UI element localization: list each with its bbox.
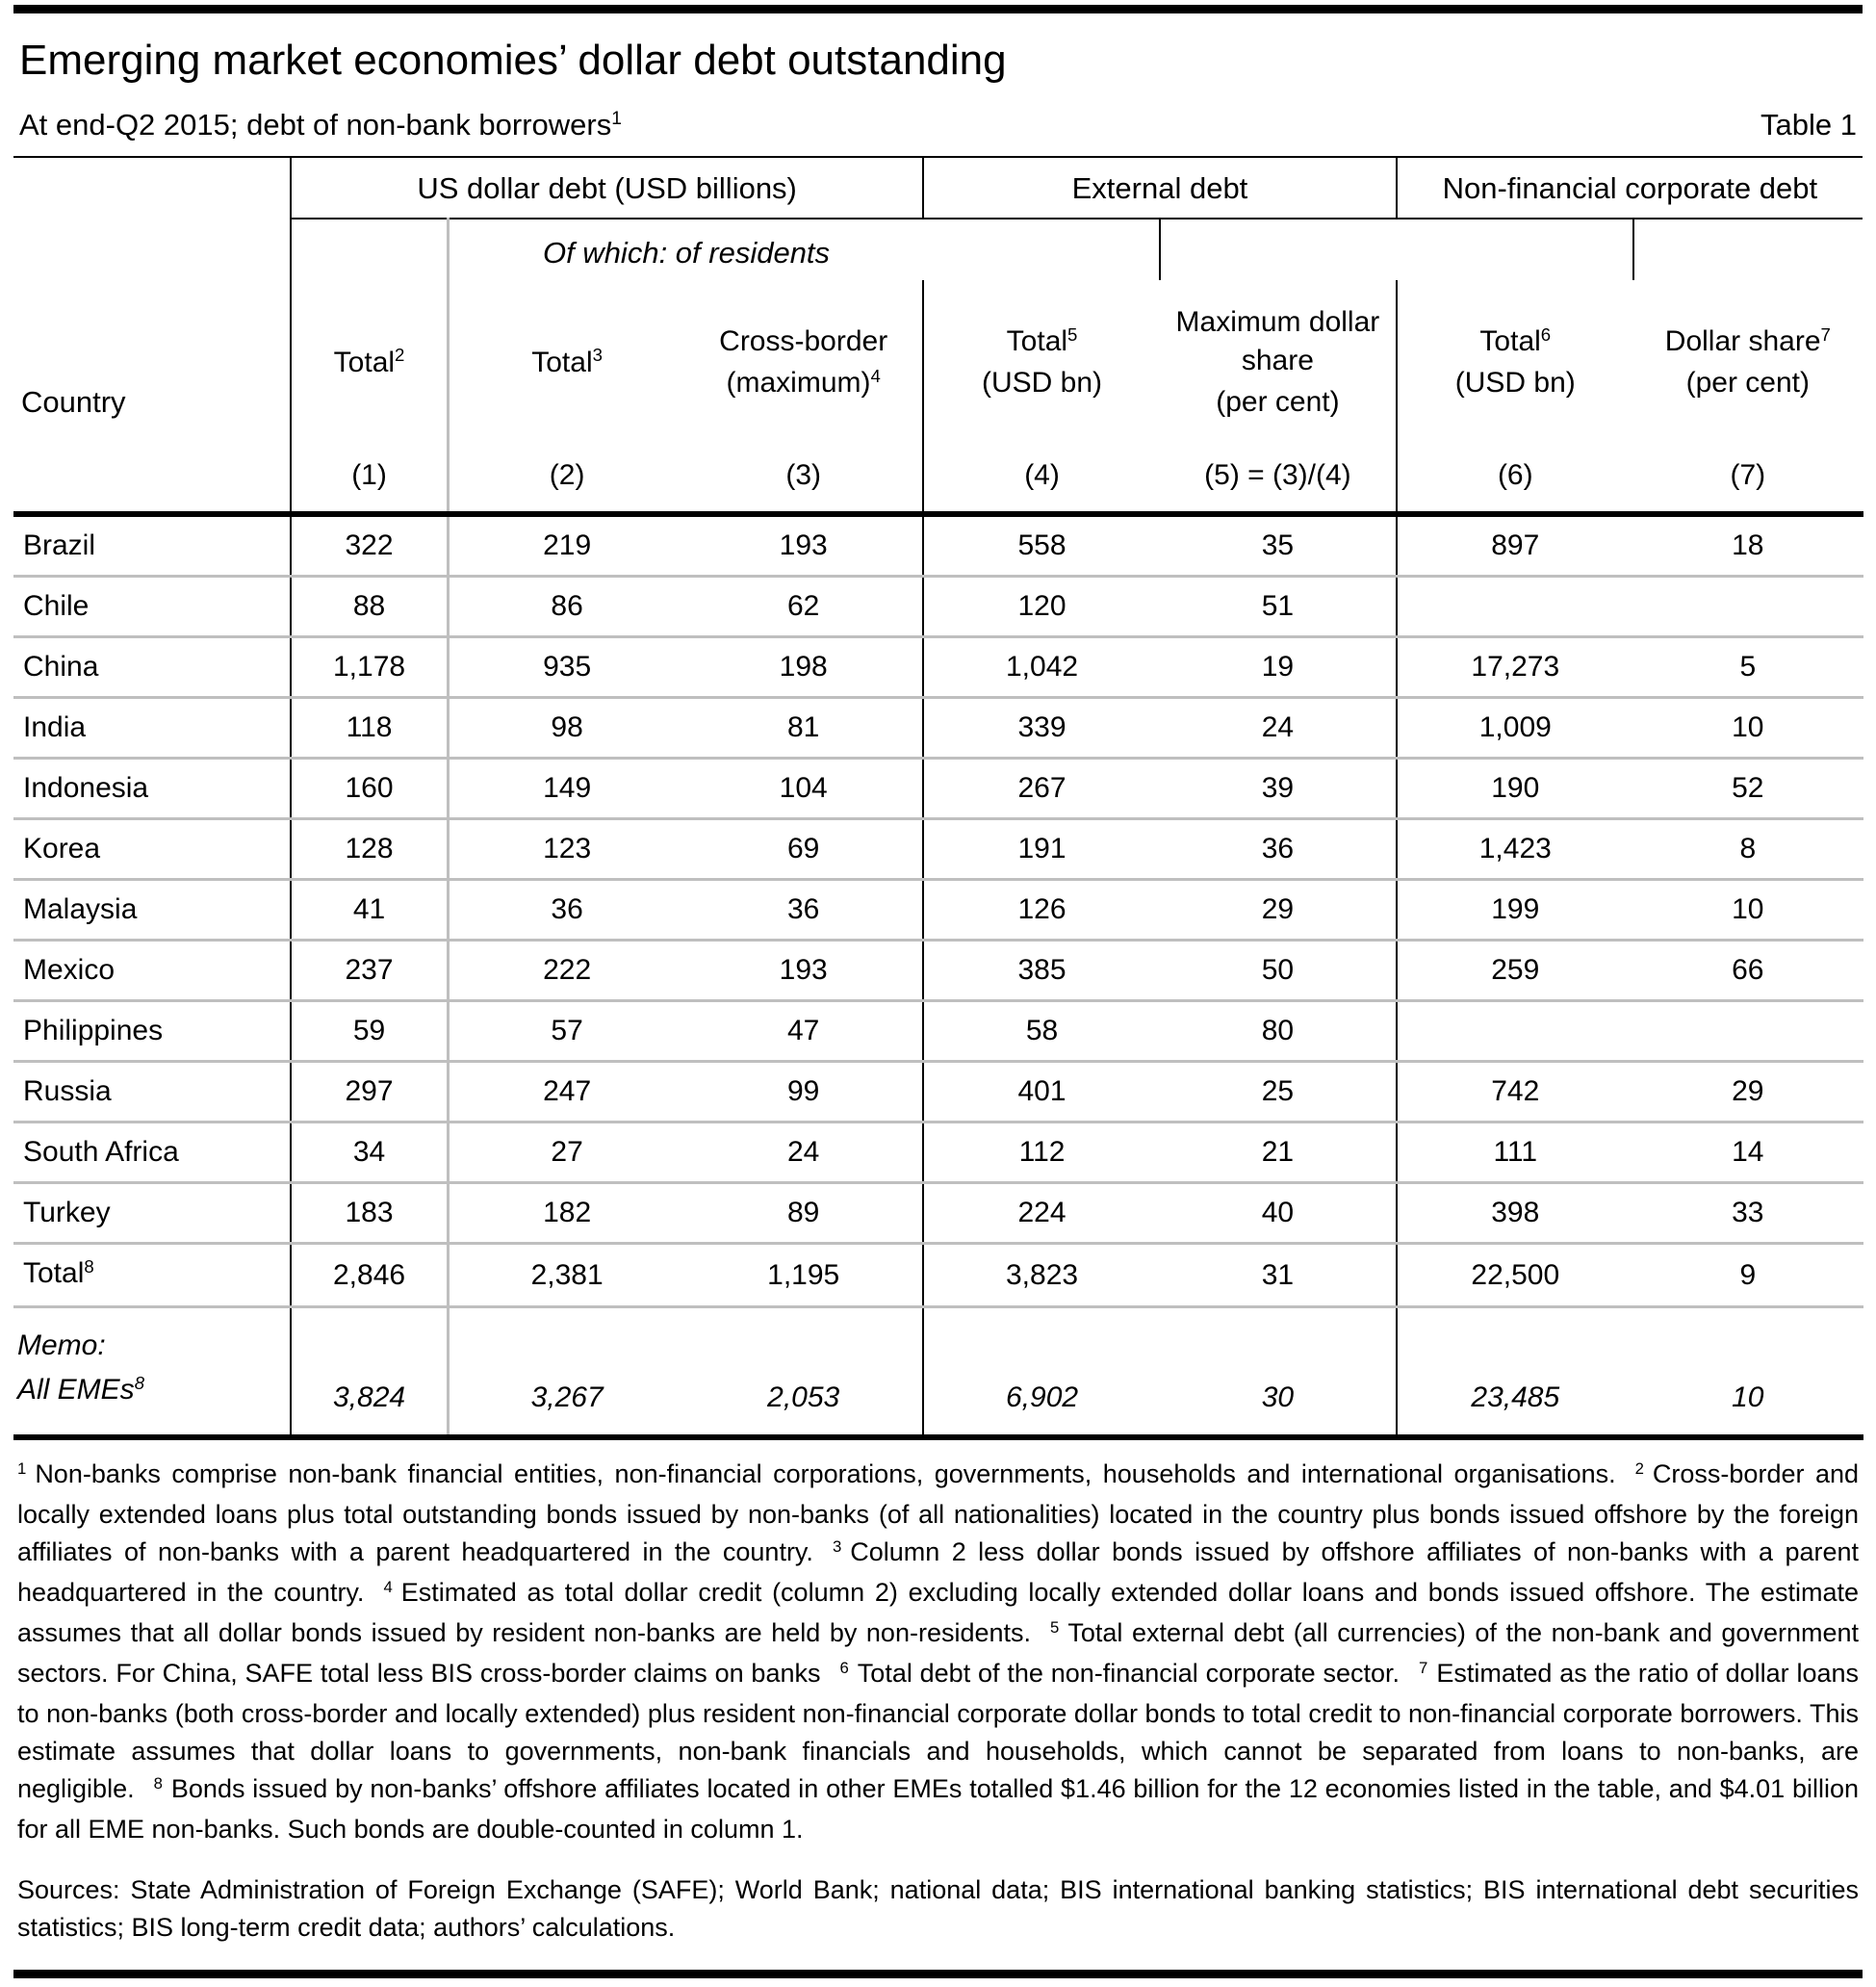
value-cell: 112 <box>1018 1136 1066 1168</box>
value-cell: 98 <box>551 711 583 743</box>
value-cell: 935 <box>543 651 592 683</box>
column-number: (7) <box>1730 459 1766 491</box>
value-cell: 1,009 <box>1478 711 1552 743</box>
value-cell <box>1633 1001 1863 1062</box>
footnote-marker: 2 <box>1634 1458 1644 1478</box>
value-cell: 2,846 <box>291 1244 448 1307</box>
value-cell: 80 <box>1160 1001 1397 1062</box>
column-number: (4) <box>1024 459 1060 491</box>
value-cell: 30 <box>1160 1307 1397 1438</box>
value-cell: 24 <box>1160 698 1397 759</box>
value-cell: 9 <box>1739 1258 1757 1291</box>
value-cell: 17,273 <box>1471 651 1560 683</box>
column-header-country: Country <box>13 157 291 514</box>
value-cell: 10 <box>1732 893 1764 925</box>
value-cell: 120 <box>1017 590 1066 622</box>
value-cell: 193 <box>684 941 923 1001</box>
value-cell: 34 <box>291 1123 448 1183</box>
value-cell: 39 <box>1160 759 1397 819</box>
table-body <box>13 514 1863 1437</box>
value-cell: 66 <box>1732 954 1764 986</box>
value-cell: 62 <box>684 577 923 637</box>
subtitle-footnote-marker: 1 <box>611 109 622 130</box>
country-cell: Memo: All EMEs$^8$ <box>13 1307 291 1438</box>
value-cell: 29 <box>1160 880 1397 941</box>
value-cell: 2,381 <box>530 1258 604 1291</box>
value-cell: 41 <box>291 880 448 941</box>
footnote-marker: 6 <box>839 1658 849 1677</box>
table-row <box>13 880 1863 941</box>
table-row <box>13 759 1863 819</box>
table-subtitle <box>19 108 622 142</box>
country-cell: China <box>13 637 291 698</box>
value-cell: 118 <box>291 698 448 759</box>
value-cell: 198 <box>684 637 923 698</box>
value-cell: 1,195 <box>684 1244 923 1307</box>
value-cell: 190 <box>1491 772 1540 804</box>
column-label: Total <box>1479 325 1541 357</box>
footnote-marker: 6 <box>1540 323 1552 345</box>
table-row <box>13 819 1863 880</box>
table-row <box>13 698 1863 759</box>
group-header-external-debt: External debt <box>923 157 1397 219</box>
column-label: Cross-border <box>719 325 888 357</box>
value-cell: 111 <box>1493 1136 1538 1168</box>
table-row <box>13 577 1863 637</box>
column-header-maximum-dollar-share <box>1160 280 1397 448</box>
value-cell: 219 <box>543 529 592 561</box>
column-number-row <box>13 448 1863 514</box>
column-number: (1) <box>291 448 448 514</box>
column-header-corporate-total <box>1397 280 1633 448</box>
subtitle-row <box>19 108 1857 142</box>
table-row <box>13 514 1863 577</box>
value-cell: 18 <box>1732 529 1764 561</box>
value-cell: 86 <box>551 590 583 622</box>
value-cell: 126 <box>1017 893 1066 925</box>
footnotes: $^1$ Non-banks comprise non-bank financial entities, non-financial corporations, governments, households and international organisations. $^2$ Cross-border and locally extended loans plus total outstanding bonds issued by non-banks (of all nationalities) located in the country plus bonds issued offshore by the foreign affiliates of non-banks with a parent headquartered in the country. $^3$ Column 2 less dollar bonds issued by offshore affiliates of non-banks with a parent headquartered in the country. $^4$ Estimated as total dollar credit (column 2) excluding locally extended dollar loans and bonds issued offshore. The estimate assumes that all dollar bonds issued by resident non-banks are held by non-residents. $^5$ Total external debt (all currencies) of the non-bank and government sectors. For China, SAFE total less BIS cross-border claims on banks $^6$ Total debt of the non-financial corporate sector. $^7$ Estimated as the ratio of dollar loans to non-banks (both cross-border and locally extended) plus resident non-financial corporate dollar bonds to total credit to non-financial corporate borrowers. This estimate assumes that dollar loans to governments, non-bank financials and households, which cannot be separated from loans to non-banks, are negligible. $^8$ Bonds issued by non-banks’ offshore affiliates located in other EMEs totalled $1.46 billion for the 12 economies listed in the table, and $4.01 billion for all EME non-banks. Such bonds are double-counted in column 1. <box>17 1458 1860 1844</box>
value-cell: 24 <box>684 1123 923 1183</box>
country-cell: Brazil <box>13 514 291 577</box>
footnote-marker: 5 <box>1050 1617 1060 1637</box>
column-label: Total <box>333 346 396 378</box>
value-cell: 36 <box>684 880 923 941</box>
column-header-dollar-share <box>1633 280 1863 448</box>
page-title: Emerging market economies’ dollar debt outstanding <box>19 37 1007 84</box>
country-cell: Mexico <box>13 941 291 1001</box>
bottom-rule <box>13 1970 1863 1978</box>
column-number: (3) <box>684 448 923 514</box>
value-cell: 259 <box>1491 954 1540 986</box>
value-cell: 199 <box>1491 893 1540 925</box>
page <box>0 5 1876 1978</box>
country-cell: Korea <box>13 819 291 880</box>
column-header-row <box>13 280 1863 448</box>
footnote-marker: 4 <box>383 1577 393 1596</box>
value-cell: 6,902 <box>1005 1381 1079 1413</box>
column-header-external-total <box>923 280 1160 448</box>
country-cell: Indonesia <box>13 759 291 819</box>
value-cell: 267 <box>1017 772 1066 804</box>
value-cell: 322 <box>291 514 448 577</box>
value-cell: 14 <box>1732 1136 1764 1168</box>
value-cell: 52 <box>1732 772 1764 804</box>
value-cell: 59 <box>291 1001 448 1062</box>
column-sublabel: (per cent) <box>1685 367 1811 399</box>
table-row <box>13 1062 1863 1123</box>
value-cell: 88 <box>291 577 448 637</box>
value-cell: 33 <box>1732 1197 1764 1228</box>
value-cell: 21 <box>1160 1123 1397 1183</box>
value-cell: 1,042 <box>1005 651 1079 683</box>
data-table <box>13 156 1863 1440</box>
value-cell: 51 <box>1160 577 1397 637</box>
value-cell: 1,178 <box>291 637 448 698</box>
value-cell: 47 <box>684 1001 923 1062</box>
value-cell: 23,485 <box>1471 1381 1560 1413</box>
value-cell: 19 <box>1160 637 1397 698</box>
value-cell: 35 <box>1160 514 1397 577</box>
value-cell: 36 <box>551 893 583 925</box>
value-cell: 29 <box>1732 1075 1764 1107</box>
value-cell: 558 <box>1017 529 1066 561</box>
column-number: (2) <box>549 459 585 491</box>
value-cell: 31 <box>1160 1244 1397 1307</box>
spacer-cell <box>1160 219 1633 280</box>
footnote-marker: 7 <box>1820 323 1831 345</box>
value-cell <box>1397 577 1633 637</box>
footnote-marker: 5 <box>1067 323 1078 345</box>
value-cell: 385 <box>1017 954 1066 986</box>
footnote-marker: 7 <box>1419 1658 1428 1677</box>
column-sublabel: (maximum)$^4$ <box>726 365 881 399</box>
value-cell: 297 <box>291 1062 448 1123</box>
value-cell: 191 <box>1017 833 1066 864</box>
value-cell: 89 <box>684 1183 923 1244</box>
value-cell: 8 <box>1739 833 1757 864</box>
total-row <box>13 1244 1863 1307</box>
footnote-marker: 3 <box>832 1536 842 1556</box>
country-cell: Chile <box>13 577 291 637</box>
country-cell: South Africa <box>13 1123 291 1183</box>
column-number: (5) = (3)/(4) <box>1160 448 1397 514</box>
value-cell: 193 <box>684 514 923 577</box>
column-label: Total <box>531 346 593 378</box>
footnote-marker: 3 <box>592 345 603 366</box>
column-header-total-1 <box>291 280 448 448</box>
country-cell: Russia <box>13 1062 291 1123</box>
spacer-cell <box>291 219 448 280</box>
column-header-total-2 <box>448 280 684 448</box>
value-cell: 36 <box>1160 819 1397 880</box>
column-label: Total <box>1006 325 1068 357</box>
value-cell: 897 <box>1491 529 1540 561</box>
value-cell: 10 <box>1732 711 1764 743</box>
value-cell: 40 <box>1160 1183 1397 1244</box>
value-cell: 398 <box>1491 1197 1540 1228</box>
value-cell: 57 <box>551 1015 583 1046</box>
column-header-cross-border <box>684 280 923 448</box>
value-cell: 224 <box>1017 1197 1066 1228</box>
column-sublabel: (USD bn) <box>1454 367 1576 399</box>
value-cell: 123 <box>543 833 592 864</box>
value-cell: 182 <box>543 1197 592 1228</box>
column-label: Dollar share <box>1664 325 1821 357</box>
value-cell: 1,423 <box>1478 833 1552 864</box>
value-cell: 3,824 <box>291 1307 448 1438</box>
value-cell: 183 <box>291 1183 448 1244</box>
value-cell: 339 <box>1017 711 1066 743</box>
subheader-of-which: Of which: of residents <box>542 235 831 270</box>
sources-line: Sources: State Administration of Foreign Exchange (SAFE); World Bank; national data; BIS international banking statistics; BIS international debt securities statistics; BIS long-term credit data; authors’ calculations. <box>17 1875 1859 1942</box>
value-cell: 104 <box>684 759 923 819</box>
column-sublabel: (USD bn) <box>982 367 1103 399</box>
subtitle-text: At end-Q2 2015; debt of non-bank borrowers <box>19 108 612 142</box>
value-cell: 81 <box>684 698 923 759</box>
table-row <box>13 1123 1863 1183</box>
column-sublabel: (per cent) <box>1216 386 1340 418</box>
footnote-marker: 8 <box>153 1773 163 1793</box>
column-label: Maximum dollar share <box>1175 306 1380 376</box>
value-cell: 10 <box>1732 1381 1764 1413</box>
value-cell: 99 <box>684 1062 923 1123</box>
value-cell: 247 <box>543 1075 592 1107</box>
spacer-cell <box>923 219 1160 280</box>
value-cell <box>1633 577 1863 637</box>
table-number-label: Table 1 <box>1760 108 1857 142</box>
group-header-us-dollar-debt: US dollar debt (USD billions) <box>291 157 923 219</box>
footnote-marker: 2 <box>395 345 405 366</box>
value-cell: 27 <box>551 1136 583 1168</box>
value-cell: 222 <box>543 954 592 986</box>
value-cell: 742 <box>1491 1075 1540 1107</box>
value-cell: 22,500 <box>1471 1258 1560 1291</box>
table-row <box>13 941 1863 1001</box>
value-cell: 25 <box>1160 1062 1397 1123</box>
value-cell: 58 <box>1025 1015 1059 1046</box>
country-cell: Philippines <box>13 1001 291 1062</box>
country-cell: Malaysia <box>13 880 291 941</box>
value-cell: 50 <box>1160 941 1397 1001</box>
value-cell: 3,823 <box>1005 1258 1079 1291</box>
footnote-marker: 1 <box>17 1458 27 1478</box>
table-row <box>13 637 1863 698</box>
country-cell: India <box>13 698 291 759</box>
value-cell: 149 <box>543 772 592 804</box>
spacer-cell <box>1633 219 1863 280</box>
table-row <box>13 1001 1863 1062</box>
table-row <box>13 1183 1863 1244</box>
country-cell: Turkey <box>13 1183 291 1244</box>
value-cell: 69 <box>684 819 923 880</box>
value-cell: 3,267 <box>530 1381 604 1413</box>
of-which-row <box>13 219 1863 280</box>
value-cell <box>1397 1001 1633 1062</box>
top-rule <box>13 5 1863 13</box>
country-cell: Total$^8$ <box>13 1244 291 1307</box>
value-cell: 2,053 <box>684 1307 923 1438</box>
memo-row <box>13 1307 1863 1438</box>
column-number: (6) <box>1497 459 1533 491</box>
value-cell: 128 <box>291 819 448 880</box>
value-cell: 237 <box>291 941 448 1001</box>
group-header-non-financial-corporate-debt: Non-financial corporate debt <box>1397 157 1863 219</box>
value-cell: 5 <box>1739 651 1757 683</box>
value-cell: 401 <box>1017 1075 1066 1107</box>
group-header-row <box>13 157 1863 219</box>
value-cell: 160 <box>291 759 448 819</box>
